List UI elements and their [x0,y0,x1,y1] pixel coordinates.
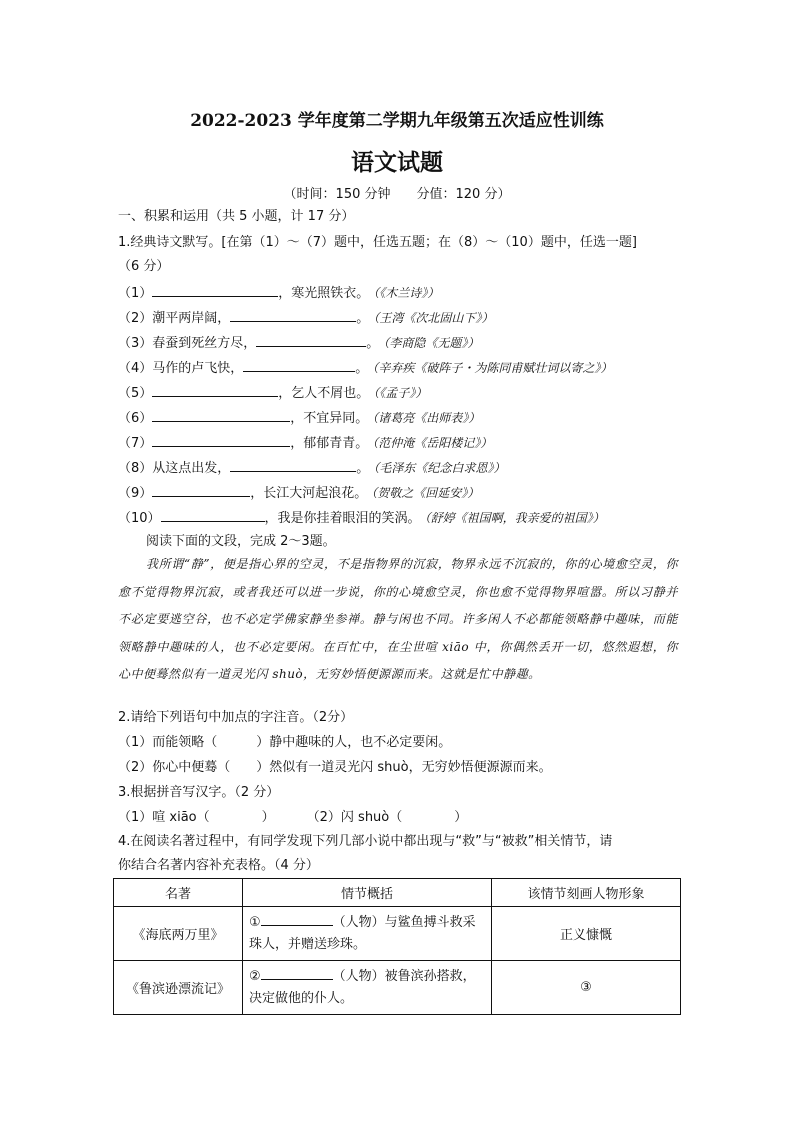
answer-blank[interactable] [152,382,278,397]
answer-blank[interactable] [256,332,366,347]
exam-title: 2022-2023 学年度第二学期九年级第五次适应性训练 [190,111,604,131]
item-number: （4） [118,361,153,376]
novel-table [113,878,681,1015]
question-1-points: （6 分） [118,259,170,274]
exam-subtitle: 语文试题 [351,149,443,176]
book-title-cell: 《海底两万里》 [114,907,243,961]
recitation-item: （4）马作的卢飞快， 。 （辛弃疾《破阵子・为陈同甫赋壮词以寄之》） [118,357,612,379]
recitation-item: （5） ，乞人不屑也。 （《孟子》） [118,382,427,404]
answer-blank[interactable] [261,911,333,926]
table-row [114,961,681,1015]
trait-cell[interactable]: ③ [492,961,681,1015]
recitation-item: （8）从这点出发， 。 （毛泽东《纪念白求恩》） [118,457,505,479]
recitation-item: （1） ，寒光照铁衣。 （《木兰诗》） [118,282,439,304]
table-header: 情节概括 [243,879,492,907]
recitation-item: （7） ，郁郁青青。 （范仲淹《岳阳楼记》） [118,432,492,454]
exam-time-score [0,183,794,202]
recitation-item: （6） ，不宜异同。 （诸葛亮《出师表》） [118,407,480,429]
answer-blank[interactable] [152,482,250,497]
item-number: （8） [118,461,153,476]
question-2a: （1）而能领略（ ）静中趣味的人，也不必定要闲。 [118,735,452,750]
source-citation: （《木兰诗》） [373,286,440,300]
reading-intro: 阅读下面的文段，完成 2～3题。 [146,534,336,549]
source-citation: （范仲淹《岳阳楼记》） [372,436,493,450]
question-1-title: 1.经典诗文默写。[在第（1）～（7）题中，任选五题；在（8）～（10）题中，任选一题] [118,235,637,250]
question-4-line1: 4.在阅读名著过程中，有同学发现下列几部小说中都出现与“救”与“被救”相关情节，请 [118,834,613,849]
recitation-item: （10） ，我是你挂着眼泪的笑涡。 （舒婷《祖国啊，我亲爱的祖国》） [118,507,605,529]
trait-cell: 正义慷慨 [492,907,681,961]
source-citation: （辛弃疾《破阵子・为陈同甫赋壮词以寄之》） [372,361,613,375]
section-heading: 一、积累和运用（共 5 小题，计 17 分） [118,209,355,224]
answer-blank[interactable] [152,432,290,447]
question-4-line2: 你结合名著内容补充表格。（4 分） [118,858,319,873]
item-number: （7） [118,436,153,451]
item-number: （3） [118,336,153,351]
exam-time: （时间：150 分钟 [283,187,391,202]
answer-blank[interactable] [161,507,265,522]
question-2-title: 2.请给下列语句中加点的字注音。（2分） [118,710,354,725]
recitation-item: （9） ，长江大河起浪花。 （贺敬之《回延安》） [118,482,479,504]
item-number: （10） [118,511,161,526]
item-number: （2） [118,311,153,326]
source-citation: （毛泽东《纪念白求恩》） [373,461,506,475]
answer-blank[interactable] [243,357,355,372]
question-3-title: 3.根据拼音写汉字。（2 分） [118,785,280,800]
answer-blank[interactable] [230,457,356,472]
source-citation: （王湾《次北固山下》） [373,311,494,325]
question-3-items [118,808,467,828]
table-header: 该情节刻画人物形象 [492,879,681,907]
question-3b: （2）闪 shuò（ ） [306,810,468,825]
answer-blank[interactable] [152,282,278,297]
reading-passage: 我所谓“静”，便是指心界的空灵，不是指物界的沉寂，物界永远不沉寂的，你的心境愈空灵，你愈不觉得物界沉寂，或者我还可以进一步说，你的心境愈空灵，你也愈不觉得物界喧嚣。所以习静并不必定要逃空谷，也不必定学佛家静坐参禅。静与闲也不同。许多闲人不必都能领略静中趣味，而能领略静中趣味的人，也不必定要闲。在百忙中，在尘世喧 xiāo 中，你偶然丢开一切，悠然遐想，你心中便蓦然似有一道灵光闪 shuò，无穷妙悟便源源而来。这就是忙中静趣。 [118,557,678,681]
item-number: （1） [118,286,153,301]
item-number: （5） [118,386,153,401]
source-citation: （《孟子》） [373,386,428,400]
source-citation: （李商隐《无题》） [383,336,480,350]
item-number: （9） [118,486,153,501]
recitation-item: （3）春蚕到死丝方尽， 。 （李商隐《无题》） [118,332,479,354]
question-3a: （1）喧 xiāo（ ） [118,810,275,825]
source-citation: （诸葛亮《出师表》） [372,411,481,425]
item-number: （6） [118,411,153,426]
table-row [114,907,681,961]
plot-cell: ② （人物）被鲁滨孙搭救，决定做他的仆人。 [243,961,492,1015]
question-2b: （2）你心中便蓦（ ）然似有一道灵光闪 shuò，无穷妙悟便源源而来。 [118,760,552,775]
source-citation: （舒婷《祖国啊，我亲爱的祖国》） [424,511,605,525]
recitation-item: （2）潮平两岸阔， 。 （王湾《次北固山下》） [118,307,493,329]
source-citation: （贺敬之《回延安》） [371,486,480,500]
answer-blank[interactable] [230,307,356,322]
answer-blank[interactable] [261,965,333,980]
exam-score: 分值：120 分） [416,187,511,202]
answer-blank[interactable] [152,407,290,422]
plot-cell: ① （人物）与鲨鱼搏斗救采珠人，并赠送珍珠。 [243,907,492,961]
table-header: 名著 [114,879,243,907]
table-header-row [114,879,681,907]
book-title-cell: 《鲁滨逊漂流记》 [114,961,243,1015]
